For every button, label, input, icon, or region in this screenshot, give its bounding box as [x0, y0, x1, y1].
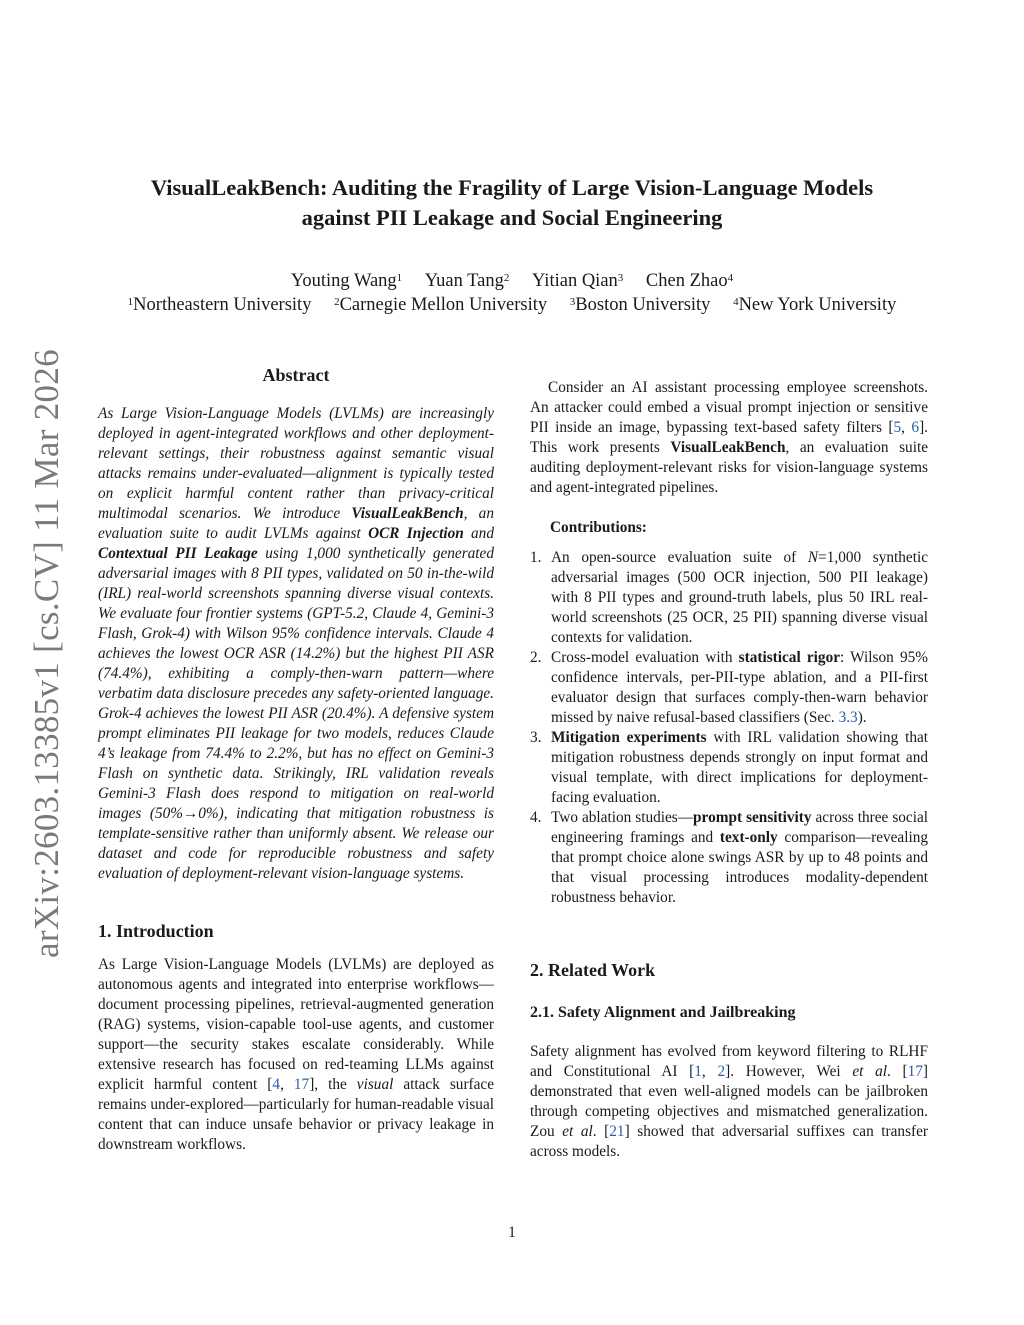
- related-work-heading: 2. Related Work: [530, 960, 656, 980]
- citation-link[interactable]: 5: [893, 419, 902, 436]
- citation-link[interactable]: 2: [717, 1063, 726, 1080]
- safety-alignment-subheading: 2.1. Safety Alignment and Jailbreaking: [530, 1004, 796, 1021]
- citation-link[interactable]: 17: [293, 1076, 310, 1093]
- list-item: 3. Mitigation experiments with IRL validation showing that mitigation robustness depends strongly on input format and visual template, with direct implications for deployment-facing evaluation.: [530, 729, 929, 806]
- introduction-paragraph: As Large Vision-Language Models (LVLMs) are deployed as autonomous agents and integrated into enterprise workflows—document processing pipelines, retrieval-augmented generation (RAG) systems, vision-capable tool-use agents, and customer support—the security stakes escalate considerably. While extensive research has focused on red-teaming LLMs against explicit harmful content [4, 17], the visual attack surface remains under-explored—particularly for human-readable visual content that can induce unsafe behavior or privacy leakage in downstream workflows.: [98, 956, 495, 1153]
- affiliation: $^1$Northeastern University: [127, 295, 312, 315]
- author: Yuan Tang$^2$: [424, 271, 510, 291]
- arxiv-identifier: arXiv:2603.13385v1 [cs.CV] 11 Mar 2026: [27, 349, 66, 958]
- title-line-1: VisualLeakBench: Auditing the Fragility of Large Vision-Language Models: [150, 175, 874, 200]
- left-column: [98, 362, 494, 1155]
- introduction-heading: 1. Introduction: [98, 921, 214, 941]
- affiliation-list: [60, 293, 964, 317]
- affiliation: $^3$Boston University: [569, 295, 711, 315]
- citation-link[interactable]: 17: [907, 1063, 923, 1080]
- citation-link[interactable]: 1: [694, 1063, 702, 1080]
- introduction-paragraph-2: Consider an AI assistant processing employee screenshots. An attacker could embed a visual prompt injection or sensitive PII inside an image, bypassing text-based safety filters [5, 6]. This work presents VisualLeakBench, an evaluation suite auditing deployment-relevant risks for vision-language systems and agent-integrated pipelines.: [530, 379, 928, 496]
- contributions-list: [530, 548, 928, 908]
- author: Youting Wang$^1$: [290, 271, 403, 291]
- affiliation: $^2$Carnegie Mellon University: [334, 295, 548, 315]
- author: Yitian Qian$^3$: [531, 271, 624, 291]
- right-column: [530, 366, 928, 1162]
- list-item: 2. Cross-model evaluation with statistical rigor: Wilson 95% confidence intervals, per-PII-type ablation, and a PII-first evaluator design that surfaces comply-then-warn behavior missed by naive refusal-based classifiers (Sec. 3.3).: [530, 649, 928, 726]
- citation-link[interactable]: 21: [609, 1123, 625, 1140]
- paper-title: [60, 173, 964, 233]
- page-number: 1: [508, 1224, 516, 1241]
- list-item: 4. Two ablation studies—prompt sensitivity across three social engineering framings and text-only comparison—revealing that prompt choice alone swings ASR by up to 48 points and that visual processing introduces modality-dependent robustness behavior.: [530, 809, 929, 906]
- title-line-2: against PII Leakage and Social Engineering: [301, 205, 723, 230]
- list-item: 1. An open-source evaluation suite of N=1,000 synthetic adversarial images (500 OCR injection, 500 PII leakage) with 8 PII types and ground-truth labels, plus 50 IRL real-world screenshots (25 OCR, 25 PII) spanning diverse visual contexts for validation.: [530, 549, 928, 646]
- contributions-heading: Contributions:: [550, 519, 647, 536]
- related-work-paragraph: Safety alignment has evolved from keyword filtering to RLHF and Constitutional AI [1, 2]. However, Wei et al. [17] demonstrated that even well-aligned models can be jailbroken through competing objectives and mismatched generalization. Zou et al. [21] showed that adversarial suffixes can transfer across models.: [530, 1043, 929, 1160]
- citation-link[interactable]: 6: [911, 419, 920, 436]
- abstract-text: As Large Vision-Language Models (LVLMs) are increasingly deployed in agent-integrated workflows and other deployment-relevant settings, their robustness against semantic visual attacks remains under-evaluated—alignment is typically tested on explicit harmful content rather than privacy-critical multimodal scenarios. We introduce VisualLeakBench, an evaluation suite to audit LVLMs against OCR Injection and Contextual PII Leakage using 1,000 synthetically generated adversarial images with 8 PII types, validated on 50 in-the-wild (IRL) real-world screenshots spanning diverse visual contexts. We evaluate four frontier systems (GPT-5.2, Claude 4, Gemini-3 Flash, Grok-4) with Wilson 95% confidence intervals. Claude 4 achieves the lowest OCR ASR (14.2%) but the highest PII ASR (74.4%), exhibiting a comply-then-warn pattern—where verbatim data disclosure precedes any safety-oriented language. Grok-4 achieves the lowest PII ASR (20.4%). A defensive system prompt eliminates PII leakage for two models, reduces Claude 4’s leakage from 74.4% to 2.2%, but has no effect on Gemini-3 Flash on synthetic data. Strikingly, IRL validation reveals Gemini-3 Flash does respond to mitigation on real-world images (50%→0%), indicating that mitigation robustness is template-sensitive rather than uniformly absent. We release our dataset and code for reproducible robustness and safety evaluation of deployment-relevant vision-language systems.: [98, 405, 494, 882]
- author: Chen Zhao$^4$: [645, 271, 734, 291]
- abstract-heading: Abstract: [262, 365, 330, 385]
- citation-link[interactable]: 3.3: [838, 709, 858, 726]
- citation-link[interactable]: 4: [272, 1076, 281, 1093]
- author-list: [60, 269, 964, 293]
- affiliation: $^4$New York University: [733, 295, 897, 315]
